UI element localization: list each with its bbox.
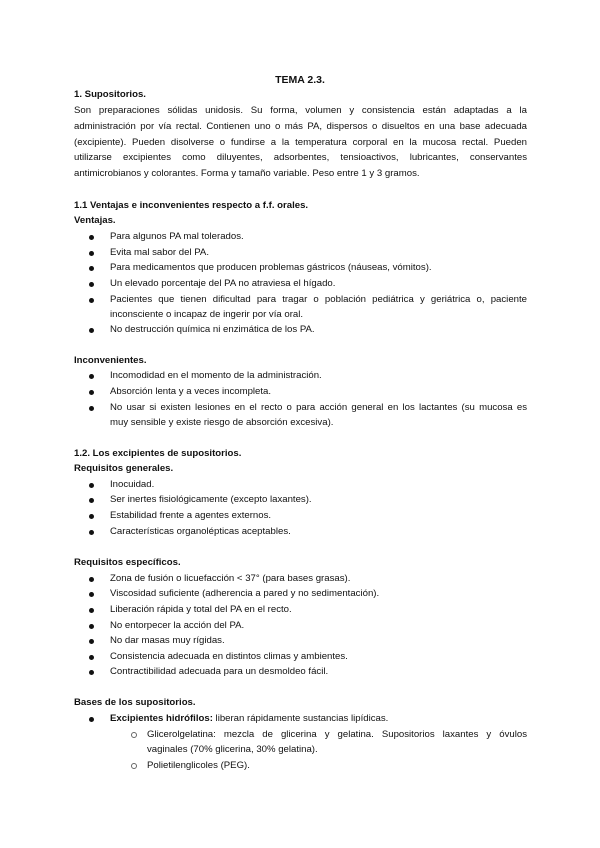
sub-list-item-continuation: vaginales (70% glicerina, 30% gelatina). (147, 744, 318, 755)
bullet-icon (89, 390, 94, 395)
subheading: Requisitos específicos. (74, 557, 181, 568)
list-item: Absorción lenta y a veces incompleta. (110, 386, 272, 397)
subheading: Bases de los supositorios. (74, 697, 196, 708)
bullet-icon (89, 235, 94, 240)
term-description: liberan rápidamente sustancias lipídicas. (212, 713, 389, 724)
bullet-icon (89, 530, 94, 535)
bullet-icon (89, 592, 94, 597)
list-item: Inocuidad. (110, 479, 155, 490)
bullet-icon (89, 251, 94, 256)
circle-bullet-icon (131, 732, 137, 738)
paragraph-line: antimicrobianos y colorantes. Forma y tamaño variable. Peso entre 1 y 3 gramos. (74, 168, 420, 179)
list-item: Un elevado porcentaje del PA no atraviesa el hígado. (110, 278, 336, 289)
bullet-icon (89, 266, 94, 271)
term-label: Excipientes hidrófilos: (110, 713, 213, 724)
list-item-continuation: inconsciente o incapaz de ingerir por vía oral. (110, 309, 304, 320)
paragraph-line: administración por vía rectal. Contienen uno o más PA, dispersos o disueltos en una base adecuada (74, 121, 527, 132)
bullet-icon (89, 608, 94, 613)
circle-bullet-icon (131, 763, 137, 769)
bullet-icon (89, 670, 94, 675)
bullet-icon (89, 624, 94, 629)
section-heading: 1.1 Ventajas e inconvenientes respecto a f.f. orales. (74, 200, 309, 211)
list-item: Pacientes que tienen dificultad para tragar o población pediátrica y geriátrica o, paciente (110, 294, 527, 305)
list-item: Evita mal sabor del PA. (110, 247, 210, 258)
list-item: Para algunos PA mal tolerados. (110, 231, 244, 242)
list-item: No entorpecer la acción del PA. (110, 620, 245, 631)
sub-list-item: Polietilenglicoles (PEG). (147, 760, 250, 771)
subheading: Ventajas. (74, 215, 116, 226)
list-item: Estabilidad frente a agentes externos. (110, 510, 272, 521)
list-item: Para medicamentos que producen problemas gástricos (náuseas, vómitos). (110, 262, 432, 273)
list-item: No dar masas muy rígidas. (110, 635, 225, 646)
sub-list-item: Glicerolgelatina: mezcla de glicerina y gelatina. Supositorios laxantes y óvulos (147, 729, 527, 740)
list-item: Características organolépticas aceptables. (110, 526, 291, 537)
bullet-icon (89, 374, 94, 379)
list-item: Liberación rápida y total del PA en el recto. (110, 604, 292, 615)
list-item: Zona de fusión o licuefacción < 37° (para bases grasas). (110, 573, 351, 584)
bullet-icon (89, 717, 94, 722)
bullet-icon (89, 483, 94, 488)
bullet-icon (89, 577, 94, 582)
subheading: Inconvenientes. (74, 355, 147, 366)
subheading: Requisitos generales. (74, 463, 174, 474)
list-item: Ser inertes fisiológicamente (excepto laxantes). (110, 494, 312, 505)
page-title: TEMA 2.3. (275, 74, 325, 86)
bullet-icon (89, 639, 94, 644)
paragraph-line: Son preparaciones sólidas unidosis. Su forma, volumen y consistencia están adaptadas a la (74, 105, 527, 116)
list-item: Contractibilidad adecuada para un desmoldeo fácil. (110, 666, 329, 677)
list-item-continuation: muy sensible y existe riesgo de absorción excesiva). (110, 417, 334, 428)
bullet-icon (89, 498, 94, 503)
bullet-icon (89, 328, 94, 333)
list-item: Incomodidad en el momento de la administración. (110, 370, 322, 381)
paragraph-line: utilizarse excipientes como diluyentes, adsorbentes, tensioactivos, lubricantes, conservantes (74, 152, 527, 163)
bullet-icon (89, 282, 94, 287)
paragraph-line: (excipiente). Pueden disolverse o fundirse a la temperatura corporal en la mucosa rectal. Pueden (74, 137, 527, 148)
bullet-icon (89, 655, 94, 660)
list-item: No usar si existen lesiones en el recto o para acción general en los lactantes (su mucosa es (110, 402, 527, 413)
bullet-icon (89, 514, 94, 519)
list-item: Consistencia adecuada en distintos climas y ambientes. (110, 651, 348, 662)
list-item: No destrucción química ni enzimática de los PA. (110, 324, 315, 335)
section-heading: 1.2. Los excipientes de supositorios. (74, 448, 242, 459)
bullet-icon (89, 298, 94, 303)
section-heading: 1. Supositorios. (74, 89, 146, 100)
list-item: Viscosidad suficiente (adherencia a pared y no sedimentación). (110, 588, 380, 599)
list-item (110, 713, 388, 725)
bullet-icon (89, 406, 94, 411)
